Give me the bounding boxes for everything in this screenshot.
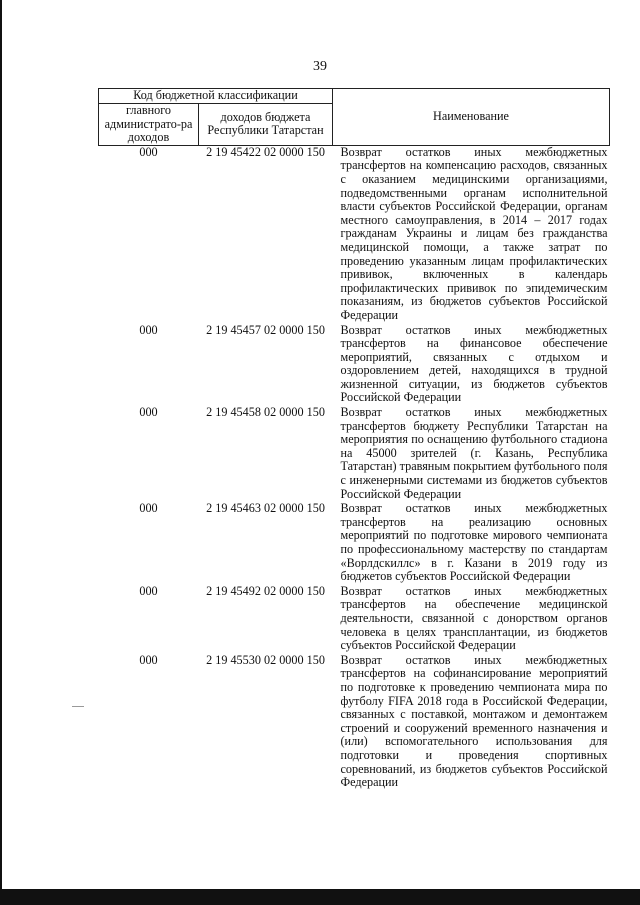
header-name: Наименование [333,89,610,146]
name-cell: Возврат остатков иных межбюджетных трансфертов на обеспечение медицинской деятельности, связанной с донорством органов человека в целях трансплантации, из бюджетов субъектов Российской Федерации [340,583,608,653]
admin-code-cell: 000 [139,583,158,598]
scan-bottom-edge [0,889,640,905]
name-cell: Возврат остатков иных межбюджетных трансфертов на софинансирование мероприятий по подготовке к проведению чемпионата мира по футболу FIFA 2018 года в Российской Федерации, связанных с поставкой, монтажом и демонтажем строений и сооружений временного назначения и (или) вспомогательного использования для подготовки и проведения спортивных соревнований, из бюджетов субъектов Российской Федерации [340,652,608,790]
table-row [99,324,610,407]
name-cell: Возврат остатков иных межбюджетных трансфертов на финансовое обеспечение мероприятий, связанных с отдыхом и оздоровлением детей, находящихся в трудной жизненной ситуации, из бюджетов субъектов Российской Федерации [340,322,608,405]
page-number: 39 [313,59,327,74]
name-cell: Возврат остатков иных межбюджетных трансфертов бюджету Республики Татарстан на мероприятия по оснащению футбольного стадиона на 45000 зрителей (г. Казань, Республика Татарстан) травяным покрытием футбольного поля с инженерными системами из бюджетов субъектов Российской Федерации [340,405,608,501]
header-revenue-code: доходов бюджета Республики Татарстан [199,104,333,146]
revenue-code-cell: 2 19 45492 02 0000 150 [206,583,325,598]
admin-code-cell: 000 [139,652,158,667]
revenue-code-cell: 2 19 45422 02 0000 150 [206,144,325,159]
admin-code-cell: 000 [139,144,158,159]
admin-code-cell: 000 [139,501,158,516]
table-row [99,502,610,585]
revenue-code-cell: 2 19 45457 02 0000 150 [206,322,325,337]
revenue-code-cell: 2 19 45458 02 0000 150 [206,405,325,420]
header-chief-administrator: главного администрато-ра доходов [99,104,199,146]
scan-left-edge [0,0,2,905]
name-cell: Возврат остатков иных межбюджетных трансфертов на реализацию основных мероприятий по подготовке мирового чемпионата по профессиональному мастерству по стандартам «Ворлдскиллс» в г. Казани в 2019 году из бюджетов субъектов Российской Федерации [340,501,608,584]
budget-classification-table [98,88,610,791]
header-budget-classification-code: Код бюджетной классификации [99,89,333,104]
name-cell: Возврат остатков иных межбюджетных трансфертов на компенсацию расходов, связанных с оказанием медицинскими организациями, подведомственными органам исполнительной власти субъектов Российской Федерации, органам местного самоуправления, в 2014 – 2017 годах гражданам Украины и лицам без гражданства медицинской помощи, а также затрат по проведению указанным лицам профилактических прививок, включенных в календарь профилактических прививок по эпидемическим показаниям, из бюджетов субъектов Российской Федерации [340,144,608,322]
table-row [99,406,610,502]
table-row [99,654,610,791]
margin-mark [72,706,84,707]
revenue-code-cell: 2 19 45463 02 0000 150 [206,501,325,516]
revenue-code-cell: 2 19 45530 02 0000 150 [206,652,325,667]
table-row [99,145,610,323]
table-row [99,585,610,654]
admin-code-cell: 000 [139,405,158,420]
admin-code-cell: 000 [139,322,158,337]
